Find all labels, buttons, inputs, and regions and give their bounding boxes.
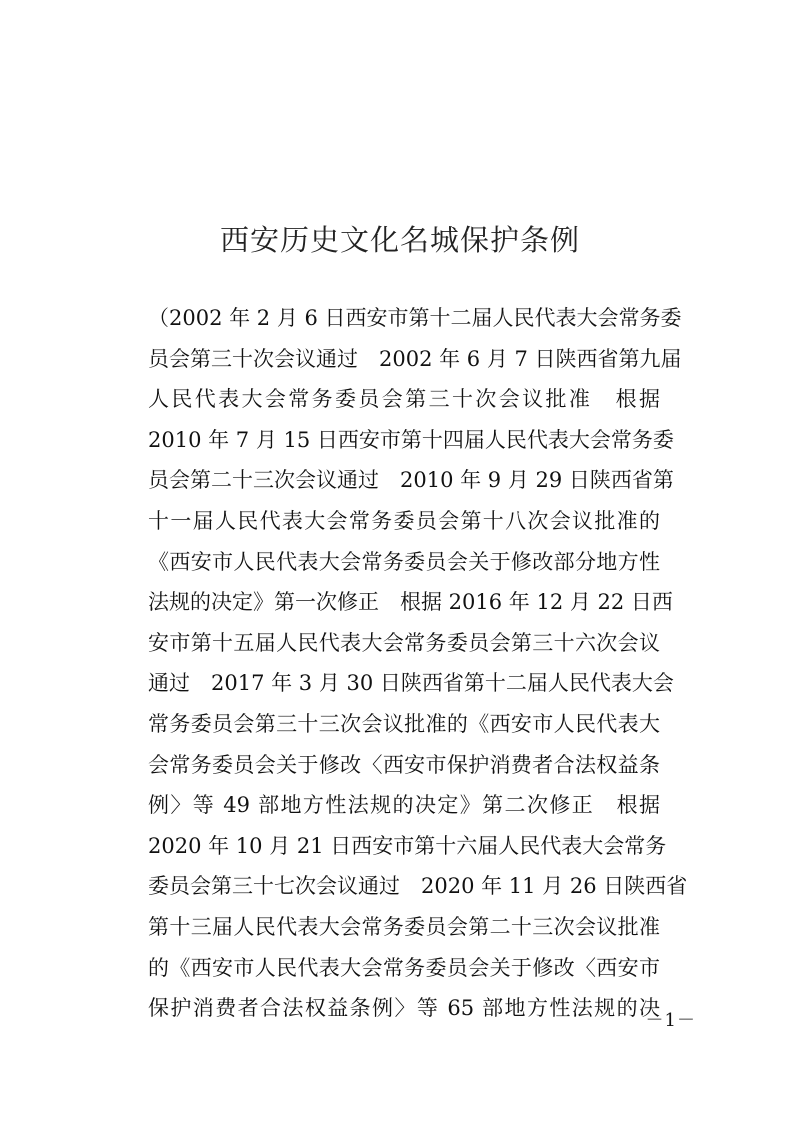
preamble-line: 员会第二十三次会议通过 2010 年 9 月 29 日陕西省第 — [148, 468, 674, 493]
preamble-line: 安市第十五届人民代表大会常务委员会第三十六次会议 — [148, 630, 660, 655]
preamble-line: 的《西安市人民代表大会常务委员会关于修改〈西安市 — [148, 955, 660, 980]
preamble-line: 保护消费者合法权益条例〉等 65 部地方性法规的决 — [148, 996, 660, 1021]
preamble-line: 常务委员会第三十三次会议批准的《西安市人民代表大 — [148, 711, 660, 736]
preamble-line: 通过 2017 年 3 月 30 日陕西省第十二届人民代表大会 — [148, 671, 674, 696]
preamble-line: 第十三届人民代表大会常务委员会第二十三次会议批准 — [148, 914, 660, 939]
preamble-line: 员会第三十次会议通过 2002 年 6 月 7 日陕西省第九届 — [148, 346, 682, 371]
preamble-line: 人民代表大会常务委员会第三十次会议批准 根据 — [148, 387, 660, 412]
preamble-line: 法规的决定》第一次修正 根据 2016 年 12 月 22 日西 — [148, 590, 673, 615]
preamble-line: 例〉等 49 部地方性法规的决定》第二次修正 根据 — [148, 793, 660, 818]
preamble-line: （2002 年 2 月 6 日西安市第十二届人民代表大会常务委 — [148, 306, 682, 330]
preamble-line: 2020 年 10 月 21 日西安市第十六届人民代表大会常务 — [148, 833, 667, 858]
preamble-line: 十一届人民代表大会常务委员会第十八次会议批准的 — [148, 508, 660, 533]
preamble-paragraph — [148, 298, 688, 1029]
preamble-line: 会常务委员会关于修改〈西安市保护消费者合法权益条 — [148, 752, 660, 777]
preamble-line: 委员会第三十七次会议通过 2020 年 11 月 26 日陕西省 — [148, 874, 688, 899]
preamble-line: 《西安市人民代表大会常务委员会关于修改部分地方性 — [148, 549, 660, 574]
document-title: 西安历史文化名城保护条例 — [219, 223, 580, 257]
page-number: －1－ — [645, 1010, 696, 1031]
preamble-line: 2010 年 7 月 15 日西安市第十四届人民代表大会常务委 — [148, 427, 674, 452]
